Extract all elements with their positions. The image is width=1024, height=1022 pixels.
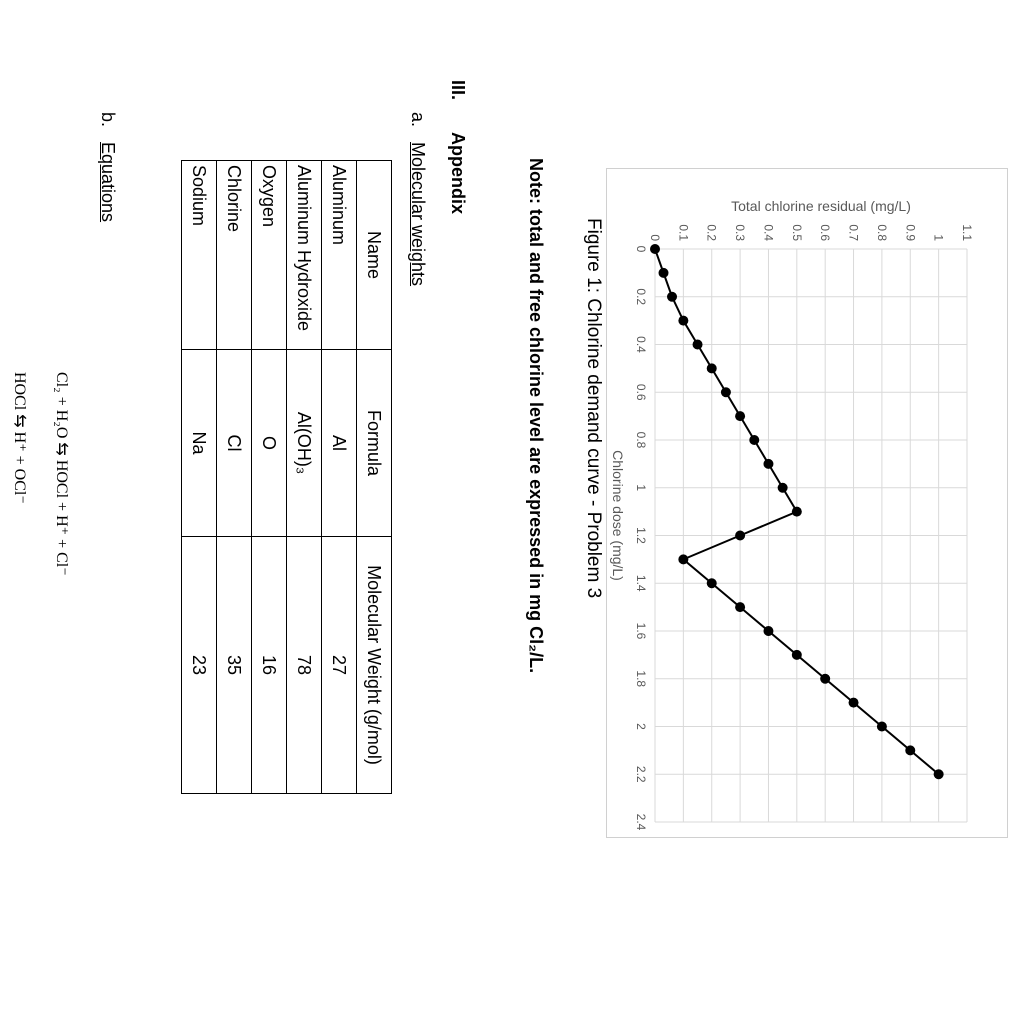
cell-mw: 35 [217, 537, 252, 794]
data-point [749, 435, 759, 445]
subsection-b-title: Equations [98, 142, 118, 223]
chlorine-demand-chart [605, 169, 1007, 839]
data-point [792, 507, 802, 517]
cell-name: Sodium [182, 161, 217, 350]
y-tick-label: 0.6 [818, 224, 833, 241]
data-point [849, 698, 859, 708]
x-tick-label: 2.4 [634, 813, 648, 831]
cell-mw: 23 [182, 537, 217, 794]
subsection-a-label: a. [408, 112, 428, 128]
cell-mw: 27 [322, 537, 357, 794]
cell-name: Chlorine [217, 161, 252, 350]
y-tick-label: 0 [648, 234, 662, 241]
y-tick-label: 0.4 [761, 224, 776, 241]
x-tick-label: 0.8 [634, 431, 648, 449]
table-row [322, 161, 357, 794]
chart-container [606, 168, 1008, 838]
molecular-weights-table [181, 160, 392, 794]
x-tick-label: 0.4 [634, 336, 648, 353]
data-point [763, 626, 773, 636]
header-name: Name [357, 161, 392, 350]
x-tick-label: 1.4 [634, 574, 648, 592]
section-numeral: III. [448, 80, 468, 101]
header-molecular-weight: Molecular Weight (g/mol) [357, 537, 392, 794]
y-tick-label: 0.7 [846, 224, 861, 241]
x-tick-label: 0 [634, 245, 648, 253]
data-point [735, 602, 745, 612]
y-tick-label: 0.3 [733, 224, 748, 241]
subsection-b-label: b. [98, 112, 118, 128]
data-point [650, 244, 660, 254]
y-tick-label: 0.9 [903, 224, 918, 241]
data-point [763, 459, 773, 469]
cell-name: Oxygen [252, 161, 287, 350]
appendix-heading: Appendix [448, 132, 468, 215]
data-point [721, 387, 731, 397]
subsection-a-title: Molecular weights [408, 142, 428, 287]
x-tick-label: 0.2 [634, 288, 648, 306]
cell-name: Aluminum [322, 161, 357, 350]
x-tick-label: 0.6 [634, 383, 648, 401]
y-tick-label: 0.8 [874, 224, 889, 241]
data-point [707, 578, 717, 588]
cell-mw: 16 [252, 537, 287, 794]
note-text: Note: total and free chlorine level are expressed in mg Cl₂/L. [526, 158, 546, 674]
y-tick-label: 0.2 [704, 224, 719, 241]
x-axis-title: Chlorine dose (mg/L) [610, 450, 626, 581]
y-tick-label: 0.5 [789, 224, 804, 241]
data-point [820, 674, 830, 684]
x-tick-label: 2.2 [634, 765, 648, 783]
data-point [693, 340, 703, 350]
y-tick-label: 1 [931, 234, 946, 241]
x-tick-label: 1.6 [634, 622, 648, 640]
cell-mw: 78 [287, 537, 322, 794]
y-tick-label: 1.1 [960, 224, 974, 241]
figure-caption: Figure 1: Chlorine demand curve - Problem 3 [583, 218, 604, 599]
table-row [217, 161, 252, 794]
data-point [877, 722, 887, 732]
x-tick-label: 1 [634, 484, 648, 492]
x-tick-label: 1.8 [634, 670, 648, 688]
table-row [287, 161, 322, 794]
cell-formula: Al(OH)₃ [287, 350, 322, 537]
table-row [182, 161, 217, 794]
data-point [778, 483, 788, 493]
y-tick-label: 0.1 [676, 224, 691, 241]
data-point [678, 554, 688, 564]
cell-formula: Na [182, 350, 217, 537]
data-point [667, 292, 677, 302]
data-point [735, 411, 745, 421]
equation-1: Cl₂ + H₂O ⇆ HOCl + H⁺ + Cl⁻ [53, 372, 70, 576]
y-axis-title: Total chlorine residual (mg/L) [731, 198, 911, 214]
data-point [659, 268, 669, 278]
data-point [707, 363, 717, 373]
data-point [905, 745, 915, 755]
cell-name: Aluminum Hydroxide [287, 161, 322, 350]
data-point [678, 316, 688, 326]
table-row [252, 161, 287, 794]
cell-formula: Cl [217, 350, 252, 537]
cell-formula: Al [322, 350, 357, 537]
data-point [735, 531, 745, 541]
header-formula: Formula [357, 350, 392, 537]
table-header-row [357, 161, 392, 794]
x-tick-label: 2 [634, 723, 648, 730]
equation-2: HOCl ⇆ H⁺ + OCl⁻ [11, 372, 28, 504]
cell-formula: O [252, 350, 287, 537]
data-point [792, 650, 802, 660]
data-point [934, 769, 944, 779]
x-tick-label: 1.2 [634, 527, 648, 544]
